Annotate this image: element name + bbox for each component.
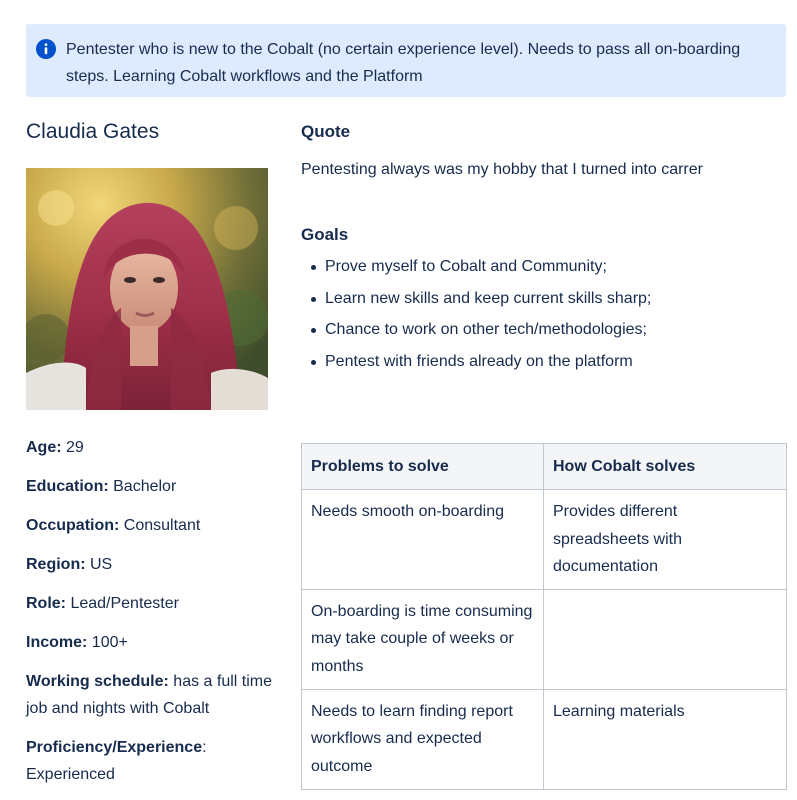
attr-income — [26, 629, 276, 656]
details-column — [301, 118, 786, 381]
attr-label: Role: — [26, 595, 66, 612]
attr-value: Consultant — [119, 517, 201, 534]
info-icon — [36, 39, 56, 59]
attr-value: 100+ — [87, 634, 128, 651]
goal-item: Pentest with friends already on the platform — [325, 350, 786, 374]
attr-label: Age: — [26, 439, 62, 456]
table-header-row — [302, 444, 787, 490]
quote-heading: Quote — [301, 122, 351, 141]
attr-value: Lead/Pentester — [66, 595, 179, 612]
attr-proficiency — [26, 734, 276, 788]
attr-value: : Experienced — [26, 739, 207, 783]
table-cell — [544, 589, 787, 689]
attr-occupation — [26, 512, 276, 539]
header-problems: Problems to solve — [302, 444, 544, 490]
attr-working-schedule — [26, 668, 276, 722]
attr-value: has a full time job and nights with Cobalt — [26, 673, 272, 717]
persona-column — [26, 118, 276, 783]
persona-attributes — [26, 434, 276, 800]
attr-value: Bachelor — [108, 478, 177, 495]
attr-label: Region: — [26, 556, 86, 573]
table-row — [302, 689, 787, 789]
table-row — [302, 490, 787, 590]
table-cell: Learning materials — [544, 689, 787, 789]
problems-table — [301, 443, 787, 790]
table-cell: Needs to learn finding report workflows and expected outcome — [302, 689, 544, 789]
table-row — [302, 589, 787, 689]
attr-value: US — [85, 556, 113, 573]
attr-age — [26, 434, 276, 461]
persona-name: Claudia Gates — [26, 120, 160, 143]
goals-heading: Goals — [301, 225, 349, 244]
header-solutions: How Cobalt solves — [544, 444, 787, 490]
goal-item: Learn new skills and keep current skills sharp; — [325, 287, 786, 311]
quote-text: Pentesting always was my hobby that I turned into carrer — [301, 161, 703, 178]
attr-label: Working schedule: — [26, 673, 169, 690]
attr-label: Education: — [26, 478, 109, 495]
table-cell: On-boarding is time consuming may take couple of weeks or months — [302, 589, 544, 689]
attr-label: Occupation: — [26, 517, 120, 534]
attr-region — [26, 551, 276, 578]
attr-label: Proficiency/Experience — [26, 739, 203, 756]
attr-education — [26, 473, 276, 500]
table-cell: Needs smooth on-boarding — [302, 490, 544, 590]
attr-role — [26, 590, 276, 617]
attr-label: Income: — [26, 634, 88, 651]
persona-photo — [26, 168, 268, 410]
info-panel-text: Pentester who is new to the Cobalt (no certain experience level). Needs to pass all on-boarding steps. Learning Cobalt workflows and the Platform — [66, 41, 741, 85]
attr-value: 29 — [61, 439, 84, 456]
goal-item: Prove myself to Cobalt and Community; — [325, 255, 786, 279]
table-cell: Provides different spreadsheets with documentation — [544, 490, 787, 590]
goals-list — [301, 255, 786, 374]
info-panel — [26, 24, 786, 97]
goal-item: Chance to work on other tech/methodologies; — [325, 318, 786, 342]
